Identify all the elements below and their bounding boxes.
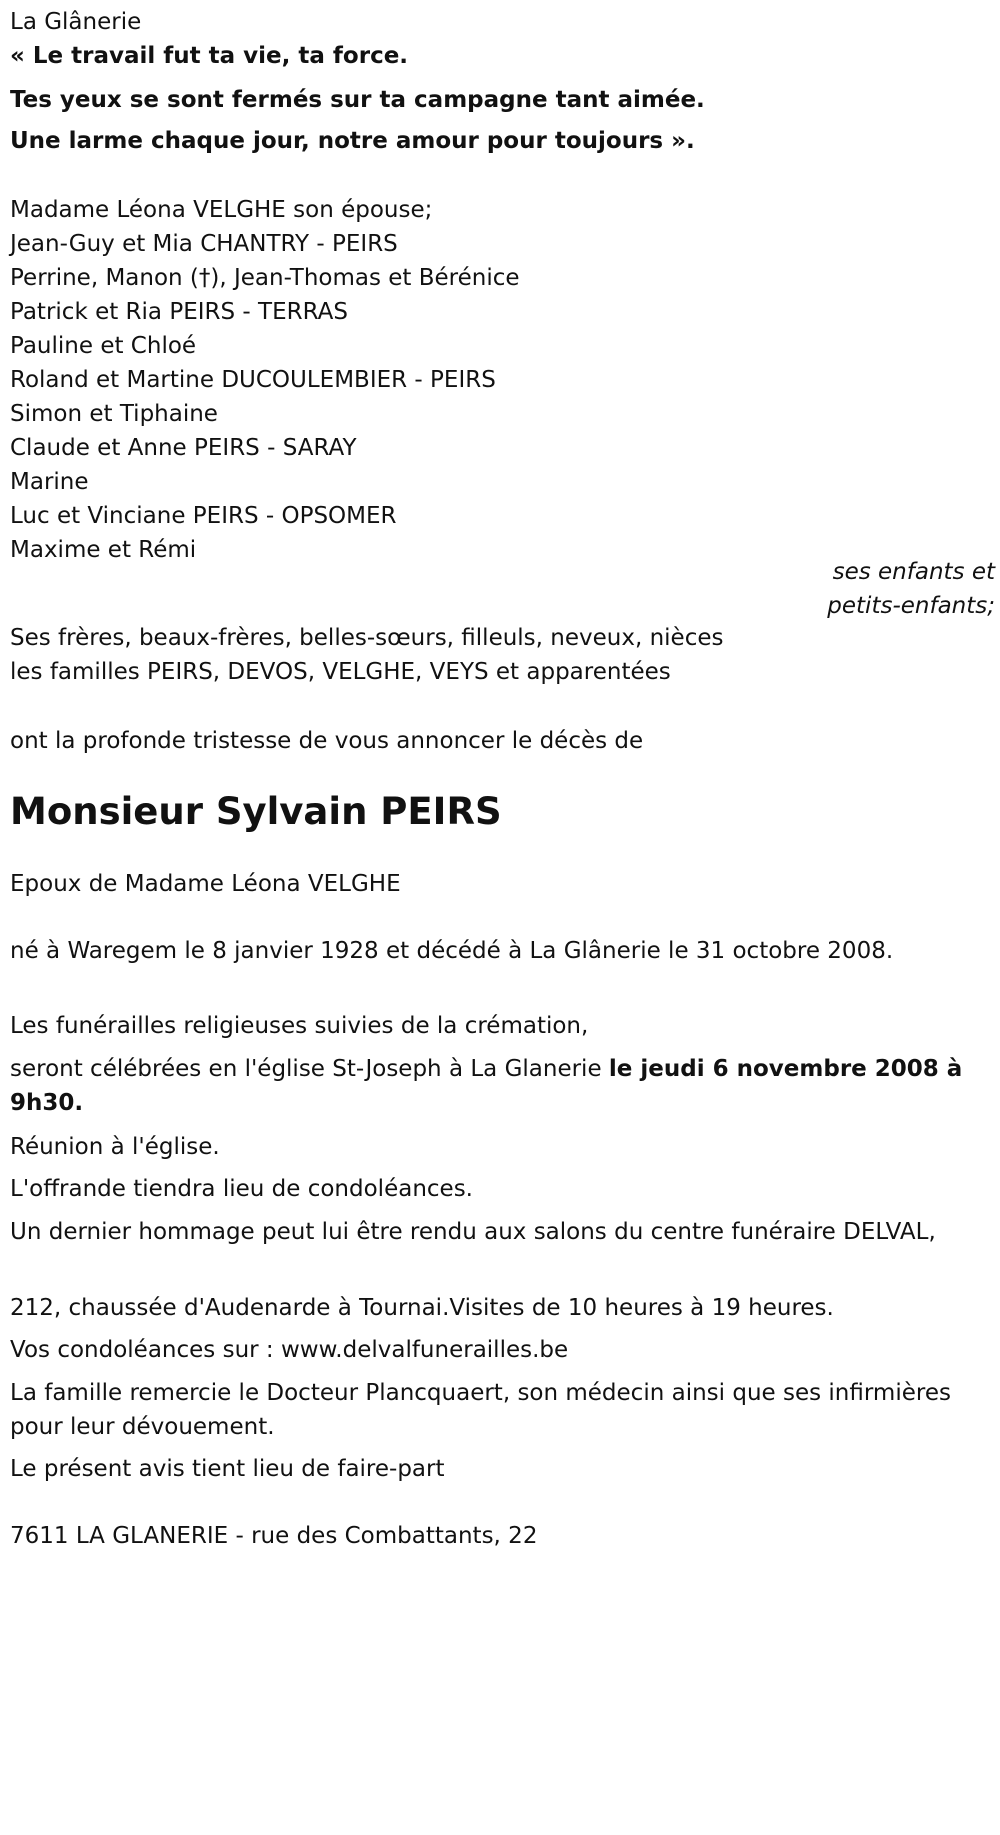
birth-death: né à Waregem le 8 janvier 1928 et décédé à La Glânerie le 31 octobre 2008.	[10, 938, 894, 964]
relatives-line-2: les familles PEIRS, DEVOS, VELGHE, VEYS et apparentées	[10, 659, 671, 685]
family-line: Pauline et Chloé	[10, 333, 197, 359]
quote-line-1: « Le travail fut ta vie, ta force.	[10, 43, 409, 69]
quote-line-2: Tes yeux se sont fermés sur ta campagne tant aimée.	[10, 87, 705, 113]
place-header: La Glânerie	[10, 9, 142, 35]
funeral-line-2	[10, 1052, 970, 1120]
family-line: Maxime et Rémi	[10, 537, 197, 563]
children-note-1: ses enfants et	[832, 559, 995, 585]
condolences: Vos condoléances sur : www.delvalfunerailles.be	[10, 1337, 569, 1363]
announcement: ont la profonde tristesse de vous annoncer le décès de	[10, 728, 644, 754]
funeral-line-1: Les funérailles religieuses suivies de la crémation,	[10, 1013, 589, 1039]
family-line: Claude et Anne PEIRS - SARAY	[10, 435, 357, 461]
family-line: Perrine, Manon (†), Jean-Thomas et Bérénice	[10, 265, 520, 291]
thanks: La famille remercie le Docteur Plancquaert, son médecin ainsi que ses infirmières pour leur dévouement.	[10, 1380, 951, 1440]
quote-line-3: Une larme chaque jour, notre amour pour toujours ».	[10, 128, 695, 154]
notice: Le présent avis tient lieu de faire-part	[10, 1456, 445, 1482]
meeting: Réunion à l'église.	[10, 1134, 220, 1160]
homage: Un dernier hommage peut lui être rendu aux salons du centre funéraire DELVAL,	[10, 1219, 936, 1245]
funeral-ceremony-text: seront célébrées en l'église St-Joseph à La Glanerie	[10, 1056, 609, 1082]
deceased-name: Monsieur Sylvain PEIRS	[10, 790, 502, 833]
family-line: Simon et Tiphaine	[10, 401, 218, 427]
family-line: Jean-Guy et Mia CHANTRY - PEIRS	[10, 231, 398, 257]
home-address: 7611 LA GLANERIE - rue des Combattants, 22	[10, 1523, 538, 1549]
relatives-line-1: Ses frères, beaux-frères, belles-sœurs, filleuls, neveux, nièces	[10, 625, 724, 651]
family-line: Roland et Martine DUCOULEMBIER - PEIRS	[10, 367, 496, 393]
address-visits: 212, chaussée d'Audenarde à Tournai.Visites de 10 heures à 19 heures.	[10, 1295, 834, 1321]
children-note-2: petits-enfants;	[827, 593, 995, 619]
family-line: Luc et Vinciane PEIRS - OPSOMER	[10, 503, 397, 529]
family-line: Madame Léona VELGHE son épouse;	[10, 197, 433, 223]
funeral-date: le jeudi 6 novembre 2008 à 9h30.	[10, 1056, 963, 1116]
family-line: Marine	[10, 469, 89, 495]
offering: L'offrande tiendra lieu de condoléances.	[10, 1176, 473, 1202]
spouse-line: Epoux de Madame Léona VELGHE	[10, 871, 401, 897]
family-line: Patrick et Ria PEIRS - TERRAS	[10, 299, 348, 325]
